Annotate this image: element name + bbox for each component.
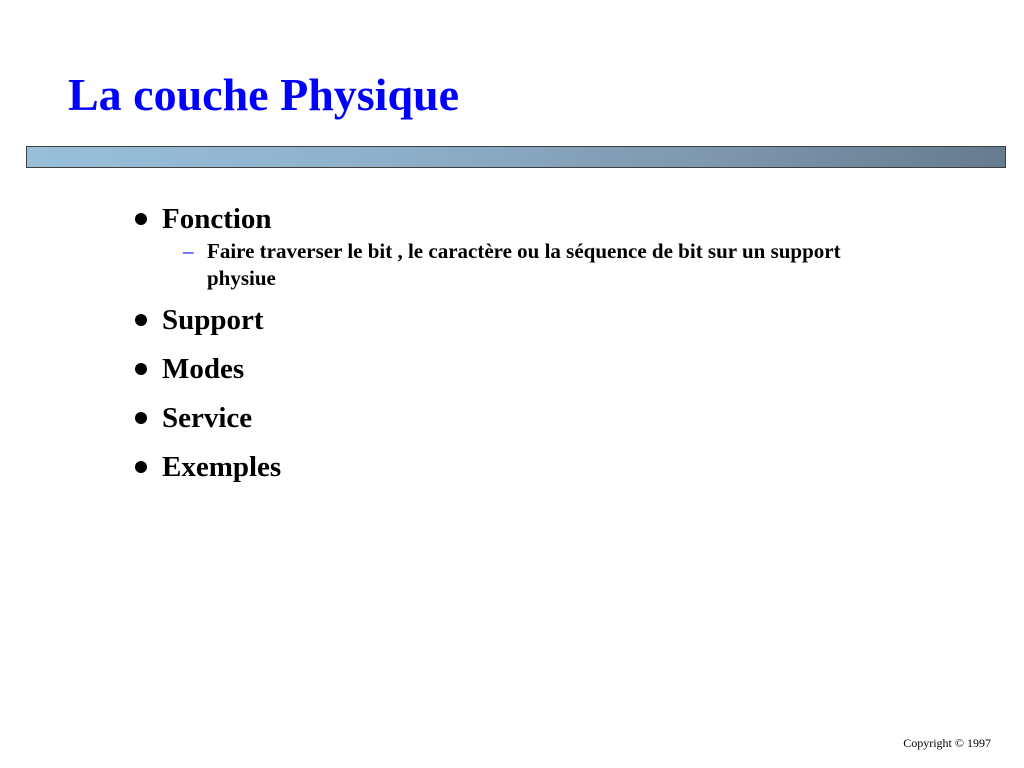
bullet-label: Service — [162, 402, 253, 434]
dash-icon: – — [183, 239, 194, 263]
bullet-label: Support — [162, 304, 264, 336]
bullet-item-exemples — [133, 448, 913, 486]
bullet-label: Exemples — [162, 451, 282, 483]
bullet-item-fonction — [133, 200, 913, 238]
bullet-dot-icon — [135, 213, 147, 225]
bullet-dot-icon — [135, 461, 147, 473]
bullet-item-service — [133, 399, 913, 437]
sub-bullet-text: Faire traverser le bit , le caractère ou la séquence de bit sur un support physiue — [207, 239, 841, 290]
bullet-label: Modes — [162, 353, 245, 385]
bullet-list — [133, 200, 913, 486]
bullet-item-modes — [133, 350, 913, 388]
title-underline-bar — [26, 146, 1006, 168]
bullet-dot-icon — [135, 363, 147, 375]
bullet-dot-icon — [135, 412, 147, 424]
bullet-dot-icon — [135, 314, 147, 326]
copyright-footer: Copyright © 1997 — [903, 736, 991, 750]
sub-bullet-item — [183, 238, 907, 292]
bullet-label: Fonction — [162, 203, 272, 235]
slide-title: La couche Physique — [68, 69, 460, 120]
bullet-item-support — [133, 301, 913, 339]
